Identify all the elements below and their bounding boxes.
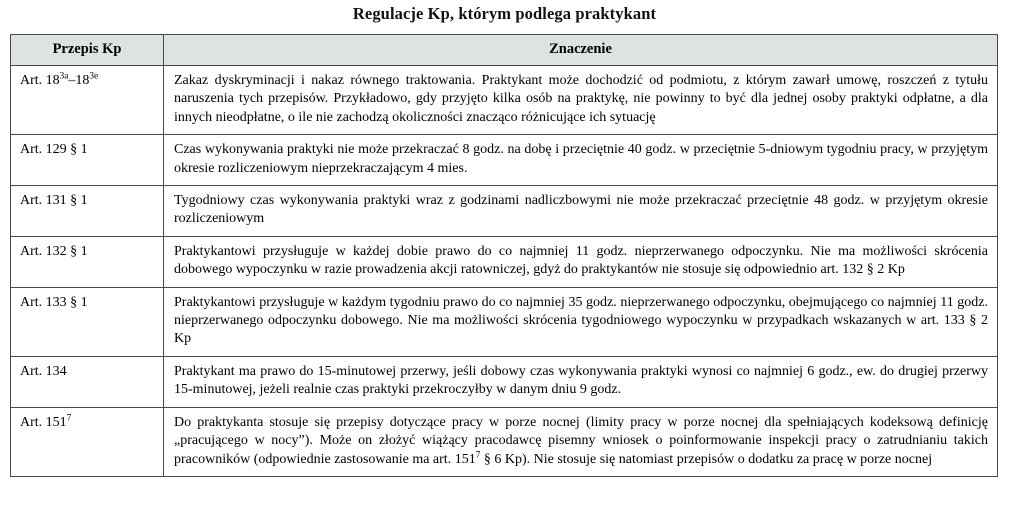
table-row <box>11 287 998 356</box>
cell-meaning: Czas wykonywania praktyki nie może przekraczać 8 godz. na dobę i przeciętnie 40 godz. w przeciętnie 5-dniowym tygodniu pracy, w przyjętym okresie rozliczeniowym nieprzekraczającym 4 mies. <box>164 135 998 186</box>
cell-meaning: Praktykant ma prawo do 15-minutowej przerwy, jeśli dobowy czas wykonywania praktyki wynosi co najmniej 6 godz., ew. do drugiej przerwy 15-minutowej, jeżeli realnie czas praktyki przekroczyłby w danym dniu 9 godz. <box>164 356 998 407</box>
cell-meaning: Zakaz dyskryminacji i nakaz równego traktowania. Praktykant może dochodzić od podmiotu, z którym zawarł umowę, roszczeń z tytułu naruszenia tych przepisów. Przykładowo, gdy przyjęto kilka osób na praktykę, nie powinny to być dla jednej osoby praktyki odpłatne, a dla innych nieodpłatne, o ile nie zachodzą okoliczności znacząco różnicujące ich sytuację <box>164 66 998 135</box>
table-header <box>11 35 998 66</box>
cell-meaning: Do praktykanta stosuje się przepisy dotyczące pracy w porze nocnej (limity pracy w porze nocnej dla spełniających kodeksową definicję „pracującego w nocy”). Może on złożyć wiążący pracodawcę pisemny wniosek o poinformowanie inspekcji pracy o zatrudnianiu takich pracowników (odpowiednie zastosowanie ma art. $151^7$ § 6 Kp). Nie stosuje się natomiast przepisów o dodatku za pracę w porze nocnej <box>164 407 998 476</box>
column-header-meaning: Znaczenie <box>164 35 998 66</box>
cell-article: Art. 134 <box>11 356 164 407</box>
table-row <box>11 186 998 237</box>
table-row <box>11 407 998 476</box>
cell-meaning: Praktykantowi przysługuje w każdym tygodniu prawo do co najmniej 35 godz. nieprzerwanego odpoczynku, obejmującego co najmniej 11 godz. nieprzerwanego odpoczynku dobowego. Nie ma możliwości skrócenia tygodniowego wypoczynku w przypadkach wskazanych w art. 133 § 2 Kp <box>164 287 998 356</box>
column-header-article: Przepis Kp <box>11 35 164 66</box>
table-header-row <box>11 35 998 66</box>
cell-article: Art. 132 § 1 <box>11 236 164 287</box>
table-row <box>11 66 998 135</box>
table-row <box>11 135 998 186</box>
table-body <box>11 66 998 477</box>
cell-article: Art. 129 § 1 <box>11 135 164 186</box>
cell-article: Art. $18^{3a}-18^{3e}$ <box>11 66 164 135</box>
cell-meaning: Tygodniowy czas wykonywania praktyki wraz z godzinami nadliczbowymi nie może przekraczać przeciętnie 48 godz. w przyjętym okresie rozliczeniowym <box>164 186 998 237</box>
regulations-table <box>10 34 998 477</box>
table-row <box>11 236 998 287</box>
table-container <box>10 34 997 477</box>
cell-article: Art. 133 § 1 <box>11 287 164 356</box>
table-row <box>11 356 998 407</box>
cell-article: Art. $151^7$ <box>11 407 164 476</box>
page-title: Regulacje Kp, którym podlega praktykant <box>352 4 657 23</box>
cell-article: Art. 131 § 1 <box>11 186 164 237</box>
cell-meaning: Praktykantowi przysługuje w każdej dobie prawo do co najmniej 11 godz. nieprzerwanego odpoczynku. Nie ma możliwości skrócenia dobowego wypoczynku w razie prowadzenia akcji ratowniczej, gdyż do praktykantów nie stosuje się odpowiednio art. 132 § 2 Kp <box>164 236 998 287</box>
